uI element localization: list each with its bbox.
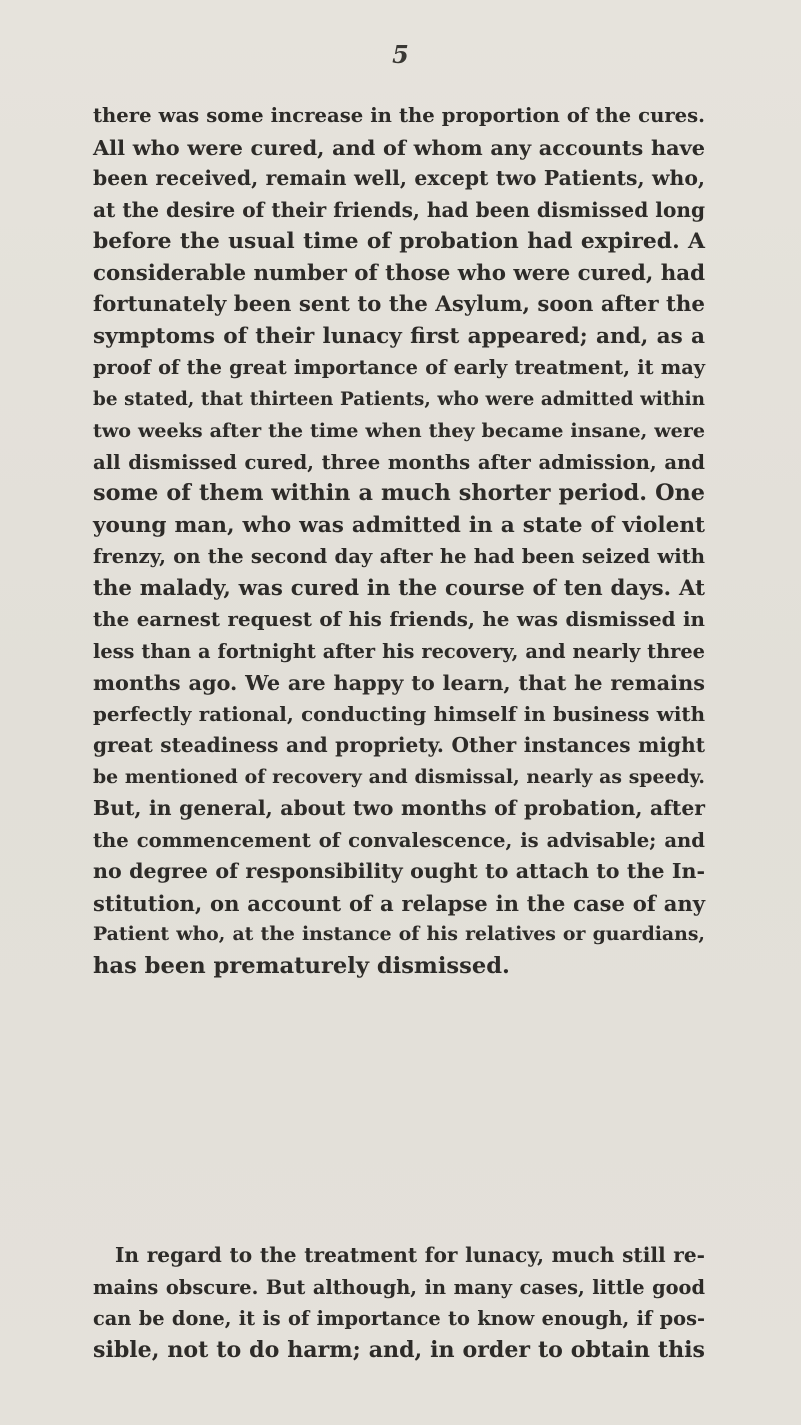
- text-line: All who were cured, and of whom any accounts have: [93, 134, 705, 160]
- text-line: before the usual time of probation had expired. A: [93, 228, 705, 254]
- text-line: no degree of responsibility ought to attach to the In-: [93, 859, 705, 883]
- text-line: the commencement of convalescence, is advisable; and: [93, 828, 705, 852]
- text-line: stitution, on account of a relapse in the case of any: [93, 890, 705, 916]
- text-line: mains obscure. But although, in many cases, little good: [93, 1275, 705, 1299]
- text-line: sible, not to do harm; and, in order to obtain this: [93, 1336, 705, 1363]
- text-line: months ago. We are happy to learn, that he remains: [93, 670, 705, 695]
- text-line: In regard to the treatment for lunacy, much still re-: [115, 1243, 705, 1267]
- text-line: fortunately been sent to the Asylum, soon after the: [93, 292, 705, 317]
- text-line: the malady, was cured in the course of ten days. At: [93, 575, 705, 601]
- text-line: be mentioned of recovery and dismissal, nearly as speedy.: [93, 765, 705, 788]
- text-line: young man, who was admitted in a state of violent: [93, 512, 705, 538]
- text-line: all dismissed cured, three months after admission, and: [93, 450, 705, 474]
- text-line: great steadiness and propriety. Other instances might: [93, 733, 705, 757]
- text-line: been received, remain well, except two Patients, who,: [93, 166, 705, 190]
- text-line: the earnest request of his friends, he was dismissed in: [93, 607, 705, 631]
- paragraph-2: [93, 1240, 705, 1366]
- text-line: But, in general, about two months of probation, after: [93, 796, 705, 820]
- text-line: there was some increase in the proportion of the cures.: [93, 104, 705, 127]
- text-line: less than a fortnight after his recovery, and nearly three: [93, 639, 705, 663]
- text-line: Patient who, at the instance of his relatives or guardians,: [93, 923, 705, 945]
- paragraph-1: [93, 100, 705, 982]
- page-number: 5: [392, 40, 409, 69]
- text-line: frenzy, on the second day after he had been seized with: [93, 545, 705, 568]
- text-line: some of them within a much shorter period. One: [93, 480, 705, 506]
- text-line: can be done, it is of importance to know enough, if pos-: [93, 1307, 705, 1330]
- text-line: be stated, that thirteen Patients, who were admitted within: [93, 388, 705, 410]
- text-line: at the desire of their friends, had been dismissed long: [93, 197, 705, 222]
- text-line: two weeks after the time when they became insane, were: [93, 419, 705, 442]
- text-line: perfectly rational, conducting himself in business with: [93, 701, 705, 726]
- text-line: proof of the great importance of early treatment, it may: [93, 356, 705, 379]
- text-line: symptoms of their lunacy first appeared; and, as a: [93, 323, 705, 349]
- text-line: considerable number of those who were cured, had: [93, 260, 705, 286]
- text-line: has been prematurely dismissed.: [93, 952, 510, 979]
